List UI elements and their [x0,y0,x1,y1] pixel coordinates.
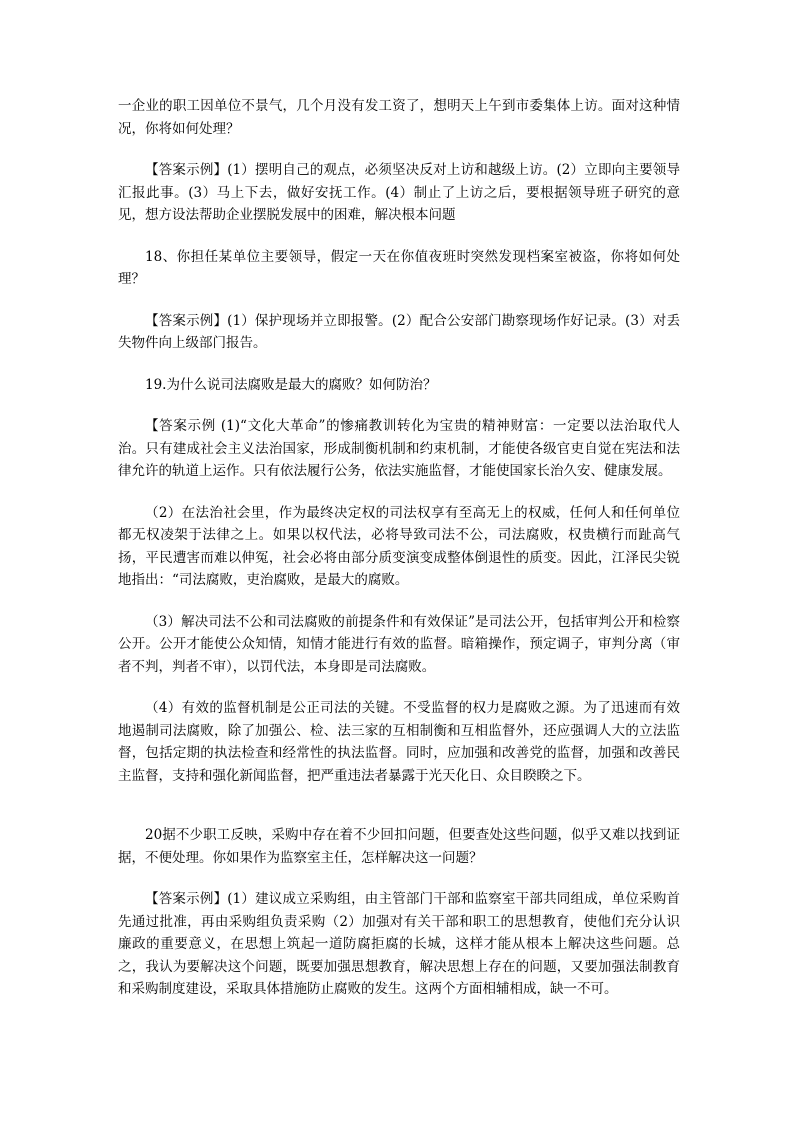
question-18: 18、你担任某单位主要领导，假定一天在你值夜班时突然发现档案室被盗，你将如何处理？ [118,248,680,287]
answer-19-part-1: 【答案示例 (1)“文化大革命”的惨痛教训转化为宝贵的精神财富：一定要以法治取代人治。只有建成社会主义法治国家，形成制衡机制和约束机制，才能使各级官吏自觉在宪法和法律允许的轨道上运作。只有依法履行公务，依法实施监督，才能使国家长治久安、健康发展。 [118,418,680,479]
answer-17: 【答案示例】(1）摆明自己的观点，必须坚决反对上访和越级上访。(2）立即向主要领导汇报此事。(3）马上下去，做好安抚工作。(4）制止了上访之后，要根据领导班子研究的意见，想方设法帮助企业摆脱发展中的困难，解决根本问题 [118,162,680,223]
document-page [118,95,680,1001]
question-19: 19.为什么说司法腐败是最大的腐败？如何防治？ [145,376,437,393]
answer-19-part-3: （3）解决司法不公和司法腐败的前提条件和有效保证”是司法公开，包括审判公开和检察公开。公开才能使公众知情，知情才能进行有效的监督。暗箱操作，预定调子，审判分离（审者不判，判者不审），以罚代法，本身即是司法腐败。 [118,613,680,675]
answer-19-part-2: （2）在法治社会里，作为最终决定权的司法权享有至高无上的权威，任何人和任何单位都无权凌架于法律之上。如果以权代法，必将导致司法不公，司法腐败，权贵横行而趾高气扬，平民遭害而难以伸冤，社会必将由部分质变演变成整体倒退性的质变。因此，江泽民尖锐地指出：“司法腐败，吏治腐败，是最大的腐败。 [118,504,680,588]
answer-18: 【答案示例】(1）保护现场并立即报警。(2）配合公安部门勘察现场作好记录。(3）对丢失物件向上级部门报告。 [118,312,680,351]
question-17-continuation: 一企业的职工因单位不景气，几个月没有发工资了，想明天上午到市委集体上访。面对这种情况，你将如何处理？ [118,98,680,137]
answer-19-part-4: （4）有效的监督机制是公正司法的关键。不受监督的权力是腐败之源。为了迅速而有效地遏制司法腐败，除了加强公、检、法三家的互相制衡和互相监督外，还应强调人大的立法监督，包括定期的执法检查和经常性的执法监督。同时，应加强和改善党的监督，加强和改善民主监督，支持和强化新闻监督，把严重违法者暴露于光天化日、众目睽睽之下。 [118,700,680,784]
answer-20: 【答案示例】(1）建议成立采购组，由主管部门干部和监察室干部共同组成，单位采购首先通过批准，再由采购组负责采购（2）加强对有关干部和职工的思想教育，使他们充分认识廉政的重要意义，在思想上筑起一道防腐拒腐的长城，这样才能从根本上解决这些问题。总之，我认为要解决这个问题，既要加强思想教育，解决思想上存在的问题，又要加强法制教育和采购制度建设，采取具体措施防止腐败的发生。这两个方面相辅相成，缺一不可。 [118,891,680,997]
question-20: 20据不少职工反映，采购中存在着不少回扣问题，但要查处这些问题，似乎又难以找到证据，不便处理。你如果作为监察室主任，怎样解决这一问题？ [118,827,680,866]
